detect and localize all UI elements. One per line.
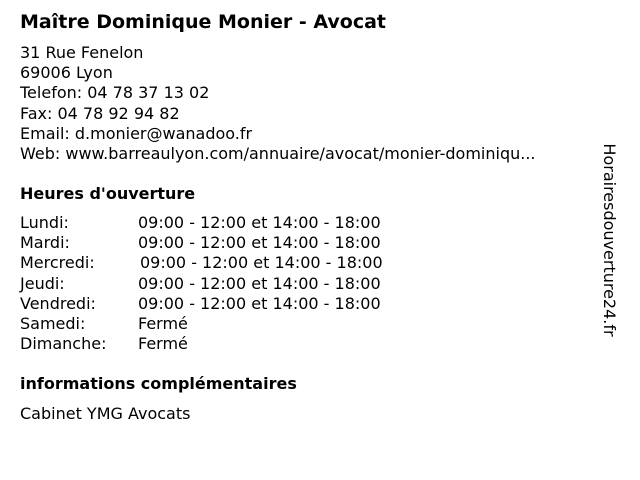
day-label: Jeudi:: [20, 273, 65, 293]
email-address: Email: d.monier@wanadoo.fr: [20, 123, 253, 143]
fax-number: Fax: 04 78 92 94 82: [20, 103, 180, 123]
additional-info-text: Cabinet YMG Avocats: [20, 404, 191, 423]
page-title: Maître Dominique Monier - Avocat: [20, 11, 387, 33]
hours-value: Fermé: [138, 313, 188, 333]
day-label: Mardi:: [20, 233, 70, 253]
additional-info-heading: informations complémentaires: [20, 374, 297, 393]
day-label: Vendredi:: [20, 293, 96, 313]
opening-hours-heading: Heures d'ouverture: [20, 184, 196, 203]
hours-value: Fermé: [138, 334, 188, 354]
hours-value: 09:00 - 12:00 et 14:00 - 18:00: [140, 253, 383, 273]
address-street: 31 Rue Fenelon: [20, 43, 144, 62]
site-watermark: Horairesdouverture24.fr: [600, 143, 619, 337]
day-label: Lundi:: [20, 213, 69, 232]
hours-value: 09:00 - 12:00 et 14:00 - 18:00: [138, 213, 381, 232]
day-label: Mercredi:: [20, 253, 95, 273]
day-label: Dimanche:: [20, 334, 107, 354]
phone-number: Telefon: 04 78 37 13 02: [20, 83, 210, 103]
website-link: Web: www.barreaulyon.com/annuaire/avocat/monier-dominiqu...: [20, 143, 536, 163]
hours-value: 09:00 - 12:00 et 14:00 - 18:00: [138, 233, 381, 253]
address-city: 69006 Lyon: [20, 63, 113, 83]
day-label: Samedi:: [20, 313, 86, 333]
hours-value: 09:00 - 12:00 et 14:00 - 18:00: [138, 293, 381, 313]
hours-value: 09:00 - 12:00 et 14:00 - 18:00: [138, 273, 381, 293]
contact-block: [20, 43, 536, 164]
